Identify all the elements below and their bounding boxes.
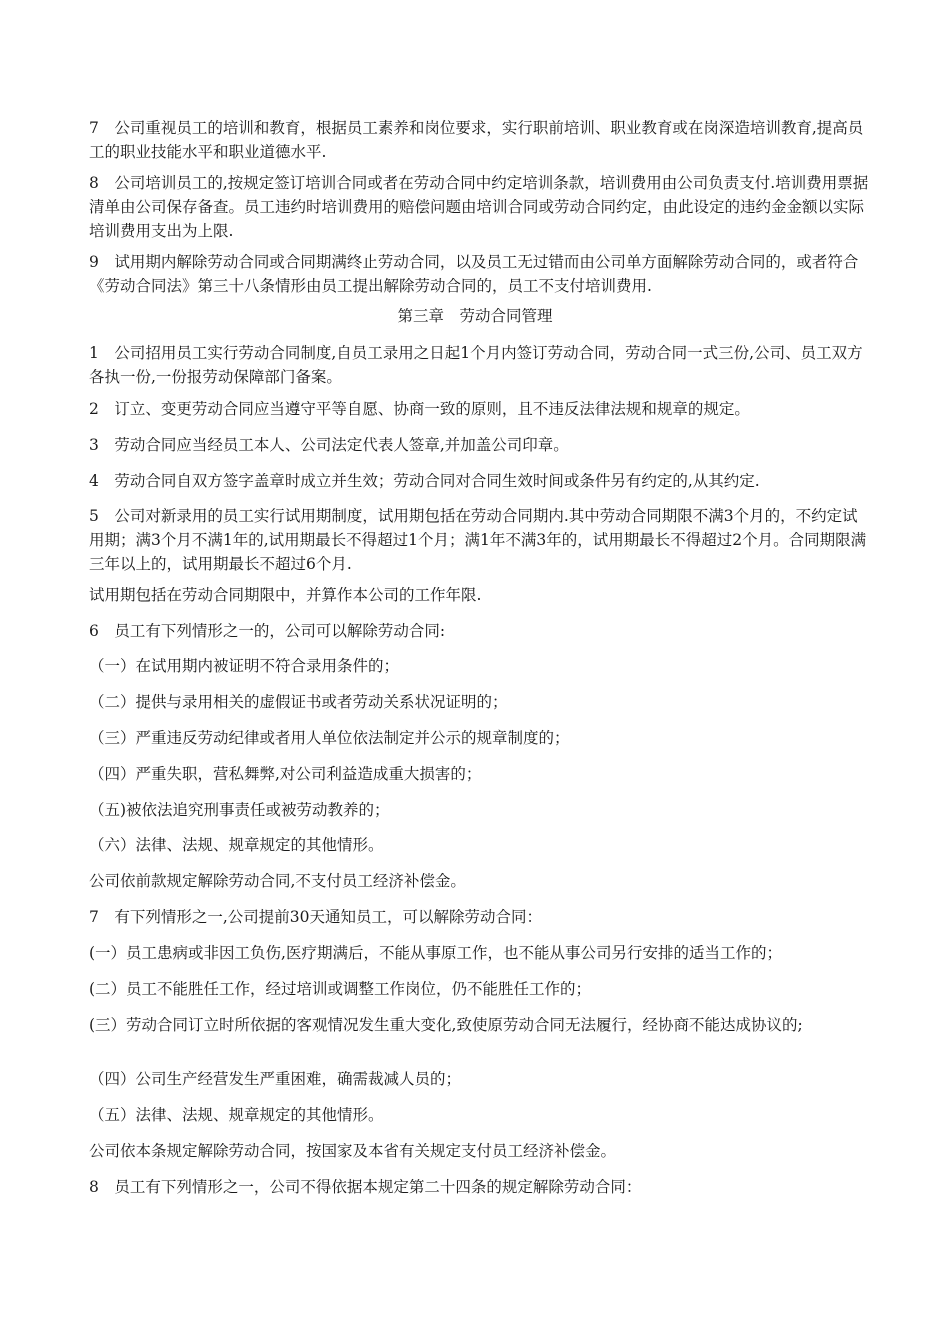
list-item: (一）员工患病或非因工负伤,医疗期满后，不能从事原工作，也不能从事公司另行安排的适当工作的； [89,944,782,962]
list-item: （二）提供与录用相关的虚假证书或者劳动关系状况证明的； [89,693,508,711]
paragraph-termination-cases: 6 员工有下列情形之一的，公司可以解除劳动合同: [89,622,446,640]
paragraph-no-training-fee: 9 试用期内解除劳动合同或合同期满终止劳动合同，以及员工无过错而由公司单方面解除劳动合同的，或者符合《劳动合同法》第三十八条情形由员工提出解除劳动合同的，员工不支付培训费用. [89,253,859,295]
list-item: （五)被依法追究刑事责任或被劳动教养的； [89,801,390,819]
paragraph-effective-time: 4 劳动合同自双方签字盖章时成立并生效；劳动合同对合同生效时间或条件另有约定的,从其约定. [89,472,760,490]
list-item: （四）公司生产经营发生严重困难，确需裁减人员的； [89,1070,462,1088]
chapter-heading: 第三章 劳动合同管理 [397,307,553,325]
paragraph-signature-seal: 3 劳动合同应当经员工本人、公司法定代表人签章,并加盖公司印章。 [89,436,569,454]
paragraph-no-compensation: 公司依前款规定解除劳动合同,不支付员工经济补偿金。 [89,872,466,890]
paragraph-probation-period: 5 公司对新录用的员工实行试用期制度，试用期包括在劳动合同期内.其中劳动合同期限不满3个月的，不约定试用期；满3个月不满1年的,试用期最长不得超过1个月；满1年不满3年的，试用期最长不得超过2个月。合同期限满三年以上的，试用期最长不超过6个月. [89,507,867,573]
list-item: （一）在试用期内被证明不符合录用条件的； [89,657,400,675]
list-item: (三）劳动合同订立时所依据的客观情况发生重大变化,致使原劳动合同无法履行，经协商不能达成协议的; [89,1016,803,1034]
paragraph-notice-termination: 7 有下列情形之一,公司提前30天通知员工，可以解除劳动合同： [89,908,543,926]
list-item: （四）严重失职，营私舞弊,对公司利益造成重大损害的； [89,765,482,783]
paragraph-probation-note: 试用期包括在劳动合同期限中，并算作本公司的工作年限. [89,586,482,604]
paragraph-equal-principle: 2 订立、变更劳动合同应当遵守平等自愿、协商一致的原则，且不违反法律法规和规章的规定。 [89,400,750,418]
list-item: （六）法律、法规、规章规定的其他情形。 [89,836,384,854]
paragraph-training-contract: 8 公司培训员工的,按规定签订培训合同或者在劳动合同中约定培训条款，培训费用由公司负责支付.培训费用票据清单由公司保存备查。员工违约时培训费用的赔偿问题由培训合同或劳动合同约定，由此设定的违约金金额以实际培训费用支出为上限. [89,174,869,240]
list-item: (二）员工不能胜任工作，经过培训或调整工作岗位，仍不能胜任工作的； [89,980,592,998]
paragraph-training-education: 7 公司重视员工的培训和教育，根据员工素养和岗位要求，实行职前培训、职业教育或在岗深造培训教育,提高员工的职业技能水平和职业道德水平. [89,119,864,161]
paragraph-compensation: 公司依本条规定解除劳动合同，按国家及本省有关规定支付员工经济补偿金。 [89,1142,617,1160]
list-item: （三）严重违反劳动纪律或者用人单位依法制定并公示的规章制度的； [89,729,570,747]
list-item: （五）法律、法规、规章规定的其他情形。 [89,1106,384,1124]
paragraph-no-termination: 8 员工有下列情形之一，公司不得依据本规定第二十四条的规定解除劳动合同： [89,1178,642,1196]
paragraph-contract-system: 1 公司招用员工实行劳动合同制度,自员工录用之日起1个月内签订劳动合同，劳动合同一式三份,公司、员工双方各执一份,一份报劳动保障部门备案。 [89,344,863,386]
